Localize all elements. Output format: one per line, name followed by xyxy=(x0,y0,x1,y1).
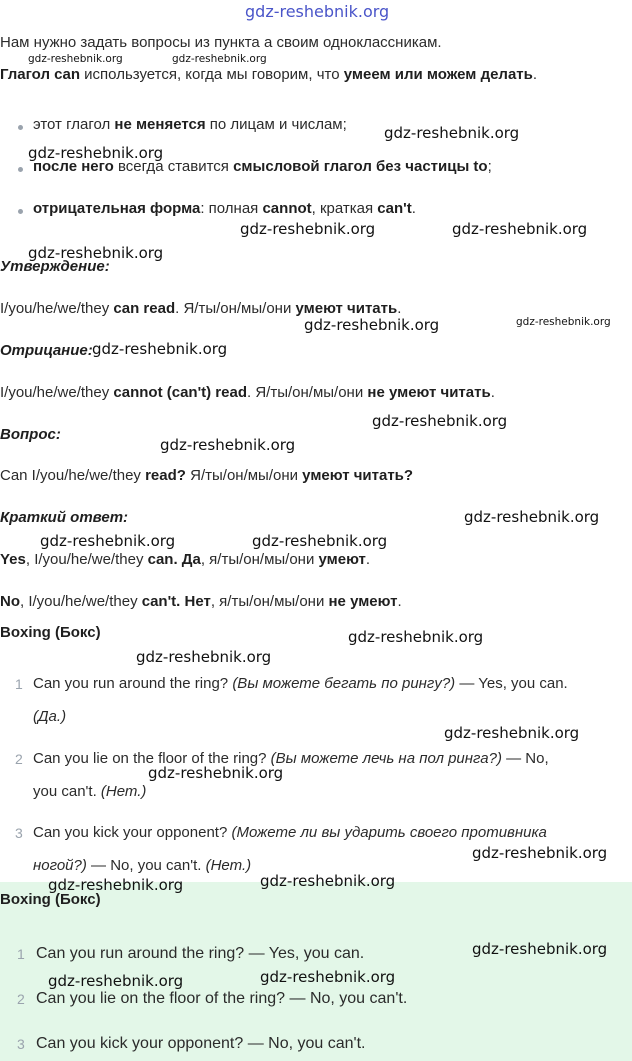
boxing-item-3 xyxy=(33,824,547,841)
watermark: gdz-reshebnik.org xyxy=(372,412,508,430)
no-s2: , I/you/he/we/they xyxy=(20,593,142,610)
yes-s1: Yes xyxy=(0,551,26,568)
watermark: gdz-reshebnik.org xyxy=(464,508,600,526)
aff-s4: умеют читать xyxy=(295,300,398,317)
rule-1-post: по лицам и числам; xyxy=(205,116,347,133)
yes-s7: . xyxy=(365,551,371,568)
yes-s3: can. xyxy=(147,551,178,568)
rule-3-mid2: , краткая xyxy=(311,200,378,217)
rule-item-3 xyxy=(33,200,416,217)
yes-s2: , I/you/he/we/they xyxy=(25,551,148,568)
list-number: 2 xyxy=(17,991,25,1007)
no-s4: Нет xyxy=(180,593,211,610)
list-number: 3 xyxy=(17,1036,25,1052)
question-sentence xyxy=(0,467,413,484)
yes-s5: , я/ты/он/мы/они xyxy=(200,551,319,568)
no-s1: No xyxy=(0,593,20,610)
answer-box-title: Boxing (Бокс) xyxy=(0,891,101,908)
no-s5: , я/ты/он/мы/они xyxy=(210,593,329,610)
b1-ans: — Yes, you can. xyxy=(455,675,568,692)
rule-2-bold2: смысловой глагол без частицы to xyxy=(233,158,488,175)
watermark: gdz-reshebnik.org xyxy=(516,316,611,328)
watermark: gdz-reshebnik.org xyxy=(260,872,396,890)
watermark: gdz-reshebnik.org xyxy=(260,968,396,986)
boxing-item-1 xyxy=(33,675,568,692)
intro-line-2 xyxy=(0,66,537,83)
yes-s6: умеют xyxy=(318,551,366,568)
b1-tr: (Вы можете бегать по рингу?) xyxy=(232,675,456,692)
bullet-dot xyxy=(18,125,23,130)
boxing-item-3-cont xyxy=(33,857,251,874)
watermark: gdz-reshebnik.org xyxy=(28,244,164,262)
yes-s4: Да xyxy=(177,551,201,568)
b3-ans: — No, you can't. xyxy=(86,857,206,874)
watermark: gdz-reshebnik.org xyxy=(252,532,388,550)
short-answer-yes xyxy=(0,551,370,568)
list-number: 1 xyxy=(17,946,25,962)
b3-ans-tr: (Нет.) xyxy=(205,857,252,874)
rule-1-bold: не меняется xyxy=(114,116,206,133)
short-answer-no xyxy=(0,593,402,610)
watermark: gdz-reshebnik.org xyxy=(28,144,164,162)
b2-ans-tr: (Нет.) xyxy=(100,783,147,800)
watermark: gdz-reshebnik.org xyxy=(348,628,484,646)
list-number: 2 xyxy=(15,751,23,767)
b3-tr: (Можете ли вы ударить своего противника xyxy=(231,824,547,841)
intro-can-bold: Глагол can xyxy=(0,66,81,83)
boxing-item-2-cont xyxy=(33,783,146,800)
rule-2-post: ; xyxy=(487,158,492,175)
watermark: gdz-reshebnik.org xyxy=(40,532,176,550)
aff-s1: I/you/he/we/they xyxy=(0,300,114,317)
aff-s2: can read xyxy=(113,300,176,317)
b2-tr: (Вы можете лечь на пол ринга?) xyxy=(270,750,502,767)
watermark: gdz-reshebnik.org xyxy=(444,724,580,742)
short-answer-heading: Краткий ответ: xyxy=(0,509,129,526)
watermark: gdz-reshebnik.org xyxy=(472,844,608,862)
negative-sentence xyxy=(0,384,495,401)
no-s7: . xyxy=(397,593,402,610)
rule-2-bold: после него xyxy=(33,158,114,175)
watermark: gdz-reshebnik.org xyxy=(472,940,608,958)
watermark: gdz-reshebnik.org xyxy=(452,220,588,238)
q-s1: Can I/you/he/we/they xyxy=(0,467,146,484)
rule-item-1 xyxy=(33,116,347,133)
b3-q: Can you kick your opponent? xyxy=(33,824,232,841)
list-number: 1 xyxy=(15,676,23,692)
watermark: gdz-reshebnik.org xyxy=(384,124,520,142)
question-heading: Вопрос: xyxy=(0,426,61,443)
watermark: gdz-reshebnik.org xyxy=(240,220,376,238)
watermark: gdz-reshebnik.org xyxy=(92,340,228,358)
intro-end: . xyxy=(532,66,538,83)
rule-3-bold: отрицательная форма xyxy=(33,200,201,217)
b2-ans: — No, xyxy=(501,750,549,767)
aff-s5: . xyxy=(397,300,402,317)
neg-s4: не умеют читать xyxy=(367,384,491,401)
affirmative-sentence xyxy=(0,300,401,317)
boxing-title: Boxing (Бокс) xyxy=(0,624,101,641)
site-watermark-header[interactable]: gdz-reshebnik.org xyxy=(245,2,390,21)
neg-s3: . Я/ты/он/мы/они xyxy=(247,384,368,401)
answer-item-1: Can you run around the ring? — Yes, you can. xyxy=(36,945,365,962)
aff-s3: . Я/ты/он/мы/они xyxy=(175,300,296,317)
negative-heading: Отрицание: xyxy=(0,342,93,359)
no-s6: не умеют xyxy=(328,593,398,610)
no-s3: can't. xyxy=(141,593,181,610)
bullet-dot xyxy=(18,209,23,214)
b1-ans-tr: (Да.) xyxy=(33,708,67,725)
b1-q: Can you run around the ring? xyxy=(33,675,233,692)
rule-3-mid: : полная xyxy=(200,200,263,217)
neg-s2: cannot (can't) read xyxy=(113,384,247,401)
watermark: gdz-reshebnik.org xyxy=(28,53,123,65)
watermark: gdz-reshebnik.org xyxy=(48,876,184,894)
q-s3: Я/ты/он/мы/они xyxy=(185,467,303,484)
answer-item-2: Can you lie on the floor of the ring? — No, you can't. xyxy=(36,990,408,1007)
b2-q: Can you lie on the floor of the ring? xyxy=(33,750,271,767)
watermark: gdz-reshebnik.org xyxy=(136,648,272,666)
q-s4: умеют читать? xyxy=(302,467,414,484)
watermark: gdz-reshebnik.org xyxy=(148,764,284,782)
watermark: gdz-reshebnik.org xyxy=(172,53,267,65)
rule-3-bold3: can't xyxy=(377,200,412,217)
bullet-dot xyxy=(18,167,23,172)
watermark: gdz-reshebnik.org xyxy=(160,436,296,454)
neg-s1: I/you/he/we/they xyxy=(0,384,114,401)
watermark: gdz-reshebnik.org xyxy=(304,316,440,334)
rule-3-post: . xyxy=(411,200,416,217)
rule-1-pre: этот глагол xyxy=(33,116,115,133)
watermark: gdz-reshebnik.org xyxy=(48,972,184,990)
b2-ans2: you can't. xyxy=(33,783,101,800)
rule-3-bold2: cannot xyxy=(262,200,312,217)
q-s2: read? xyxy=(145,467,186,484)
boxing-item-2 xyxy=(33,750,549,767)
affirmative-heading: Утверждение: xyxy=(0,258,110,275)
intro-line-1: Нам нужно задать вопросы из пункта а своим одноклассникам. xyxy=(0,34,442,51)
list-number: 3 xyxy=(15,825,23,841)
b3-tr2: ногой?) xyxy=(33,857,87,874)
answer-item-3: Can you kick your opponent? — No, you can't. xyxy=(36,1035,366,1052)
neg-s5: . xyxy=(490,384,495,401)
boxing-item-1-cont xyxy=(33,708,66,725)
intro-mid: используется, когда мы говорим, что xyxy=(80,66,344,83)
intro-ability-bold: умеем или можем делать xyxy=(343,66,533,83)
rule-2-mid: всегда ставится xyxy=(113,158,234,175)
